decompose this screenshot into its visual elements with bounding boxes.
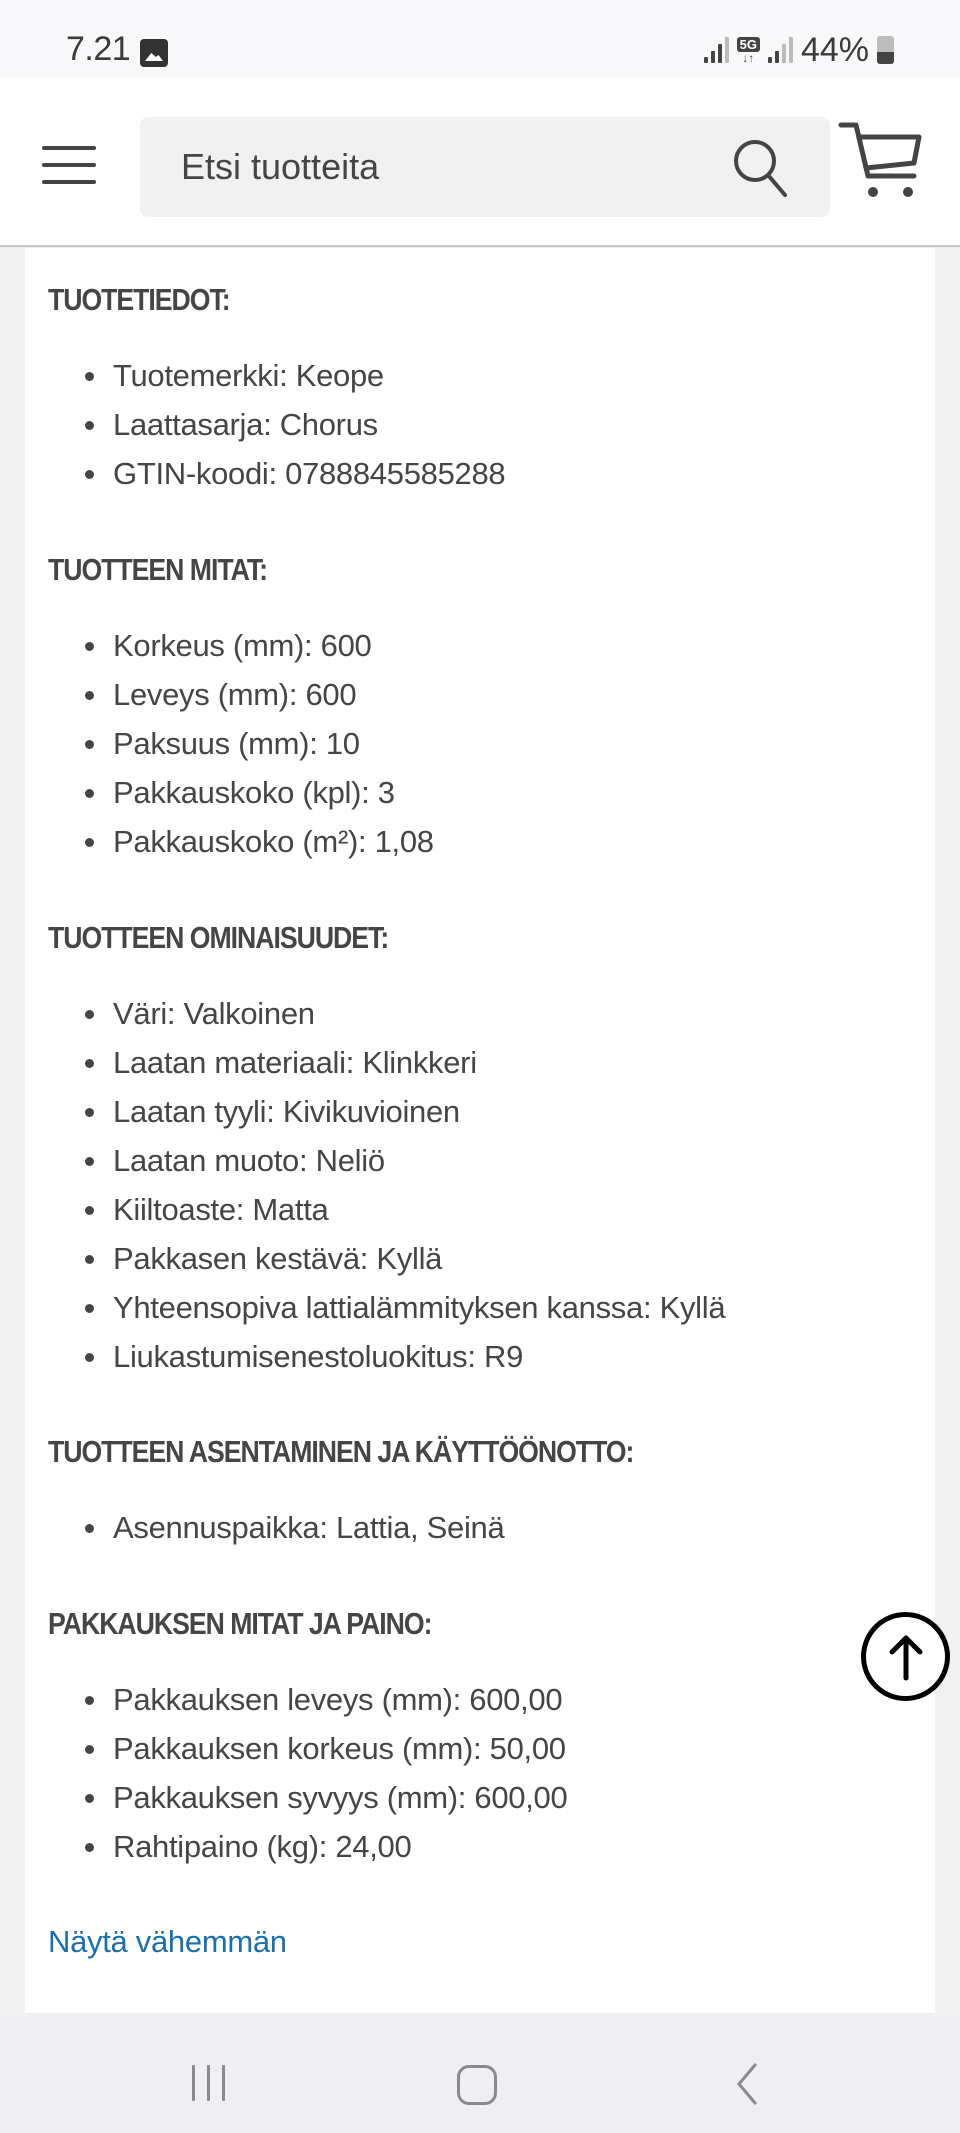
bullet [85, 1157, 94, 1166]
bullet [85, 1524, 94, 1533]
bullet [85, 691, 94, 700]
status-time: 7.21 [66, 30, 131, 68]
spec-text: GTIN-koodi: 0788845585288 [113, 456, 506, 491]
show-less-link[interactable]: Näytä vähemmän [48, 1924, 287, 1959]
spec-text: Laatan muoto: Neliö [113, 1143, 385, 1178]
list-item [48, 1675, 912, 1724]
bullet [85, 1794, 94, 1803]
gallery-notification-icon [140, 39, 168, 67]
list-item [48, 989, 912, 1038]
system-navigation-bar [0, 2013, 960, 2133]
arrow-up-icon [886, 1632, 926, 1682]
cart-icon[interactable] [838, 120, 924, 200]
list-item [48, 1283, 912, 1332]
list-item [48, 719, 912, 768]
bullet [85, 740, 94, 749]
list-item [48, 621, 912, 670]
bullet [85, 789, 94, 798]
list-item [48, 1185, 912, 1234]
spec-text: Tuotemerkki: Keope [113, 358, 384, 393]
spec-text: Liukastumisenestoluokitus: R9 [113, 1339, 524, 1374]
section-heading: TUOTTEEN OMINAISUUDET: [48, 920, 389, 955]
search-icon[interactable] [728, 135, 792, 199]
spec-text: Rahtipaino (kg): 24,00 [113, 1829, 412, 1864]
list-item [48, 768, 912, 817]
spec-text: Korkeus (mm): 600 [113, 628, 372, 663]
network-label: 5G [737, 37, 760, 52]
spec-text: Väri: Valkoinen [113, 996, 315, 1031]
bullet [85, 1108, 94, 1117]
spec-list [48, 351, 912, 498]
spec-list [48, 621, 912, 866]
site-header [0, 78, 960, 247]
list-item [48, 1724, 912, 1773]
spec-text: Asennuspaikka: Lattia, Seinä [113, 1510, 505, 1545]
section-product-info [48, 282, 912, 498]
spec-text: Pakkauksen leveys (mm): 600,00 [113, 1682, 563, 1717]
spec-text: Pakkauksen korkeus (mm): 50,00 [113, 1731, 566, 1766]
list-item [48, 1038, 912, 1087]
bullet [85, 838, 94, 847]
menu-button[interactable] [42, 146, 96, 184]
list-item [48, 1332, 912, 1381]
section-heading: TUOTTEEN ASENTAMINEN JA KÄYTTÖÖNOTTO: [48, 1434, 634, 1469]
list-item [48, 400, 912, 449]
spec-list [48, 989, 912, 1381]
list-item [48, 1234, 912, 1283]
spec-text: Yhteensopiva lattialämmityksen kanssa: Kyllä [113, 1290, 726, 1325]
spec-list [48, 1675, 912, 1871]
list-item [48, 449, 912, 498]
spec-text: Pakkasen kestävä: Kyllä [113, 1241, 443, 1276]
spec-text: Laatan tyyli: Kivikuvioinen [113, 1094, 460, 1129]
signal-strength-2-icon [768, 37, 793, 63]
bullet [85, 421, 94, 430]
signal-strength-icon [704, 37, 729, 63]
spec-text: Laattasarja: Chorus [113, 407, 378, 442]
back-button[interactable] [733, 2063, 763, 2105]
list-item [48, 1822, 912, 1871]
recents-icon [192, 2065, 195, 2101]
bullet [85, 1353, 94, 1362]
status-indicators [704, 30, 894, 70]
bullet [85, 1206, 94, 1215]
list-item [48, 670, 912, 719]
list-item [48, 1087, 912, 1136]
battery-icon [877, 36, 894, 64]
bullet [85, 470, 94, 479]
search-input[interactable] [181, 146, 701, 188]
spec-text: Leveys (mm): 600 [113, 677, 357, 712]
home-button[interactable] [457, 2065, 497, 2105]
bullet [85, 1059, 94, 1068]
list-item [48, 817, 912, 866]
section-heading: TUOTTEEN MITAT: [48, 552, 268, 587]
network-5g-icon [737, 37, 760, 64]
spec-text: Pakkauskoko (kpl): 3 [113, 775, 395, 810]
bullet [85, 1304, 94, 1313]
section-installation [48, 1434, 912, 1552]
section-features [48, 920, 912, 1381]
section-heading: TUOTETIEDOT: [48, 282, 230, 317]
spec-text: Paksuus (mm): 10 [113, 726, 360, 761]
status-bar [0, 0, 960, 78]
bullet [85, 372, 94, 381]
spec-text: Pakkauksen syvyys (mm): 600,00 [113, 1780, 568, 1815]
section-dimensions [48, 552, 912, 866]
bullet [85, 1745, 94, 1754]
recent-apps-button[interactable] [192, 2065, 228, 2101]
menu-icon [42, 146, 96, 150]
bullet [85, 642, 94, 651]
list-item [48, 351, 912, 400]
list-item [48, 1136, 912, 1185]
list-item [48, 1503, 912, 1552]
scroll-to-top-button[interactable] [861, 1612, 950, 1701]
recents-icon-bar [222, 2065, 225, 2101]
menu-icon-bar [42, 180, 96, 184]
list-item [48, 1773, 912, 1822]
spec-text: Kiiltoaste: Matta [113, 1192, 329, 1227]
section-package [48, 1606, 912, 1871]
search-bar[interactable] [140, 117, 830, 217]
bullet [85, 1010, 94, 1019]
recents-icon-bar [207, 2065, 210, 2101]
bullet [85, 1255, 94, 1264]
spec-text: Pakkauskoko (m²): 1,08 [113, 824, 434, 859]
bullet [85, 1843, 94, 1852]
section-heading: PAKKAUKSEN MITAT JA PAINO: [48, 1606, 432, 1641]
spec-text: Laatan materiaali: Klinkkeri [113, 1045, 477, 1080]
battery-percent: 44% [800, 30, 869, 69]
menu-icon-bar [42, 163, 96, 167]
product-details-card [25, 248, 935, 2013]
data-transfer-icon: ↓↑ [742, 50, 755, 65]
spec-list [48, 1503, 912, 1552]
bullet [85, 1696, 94, 1705]
